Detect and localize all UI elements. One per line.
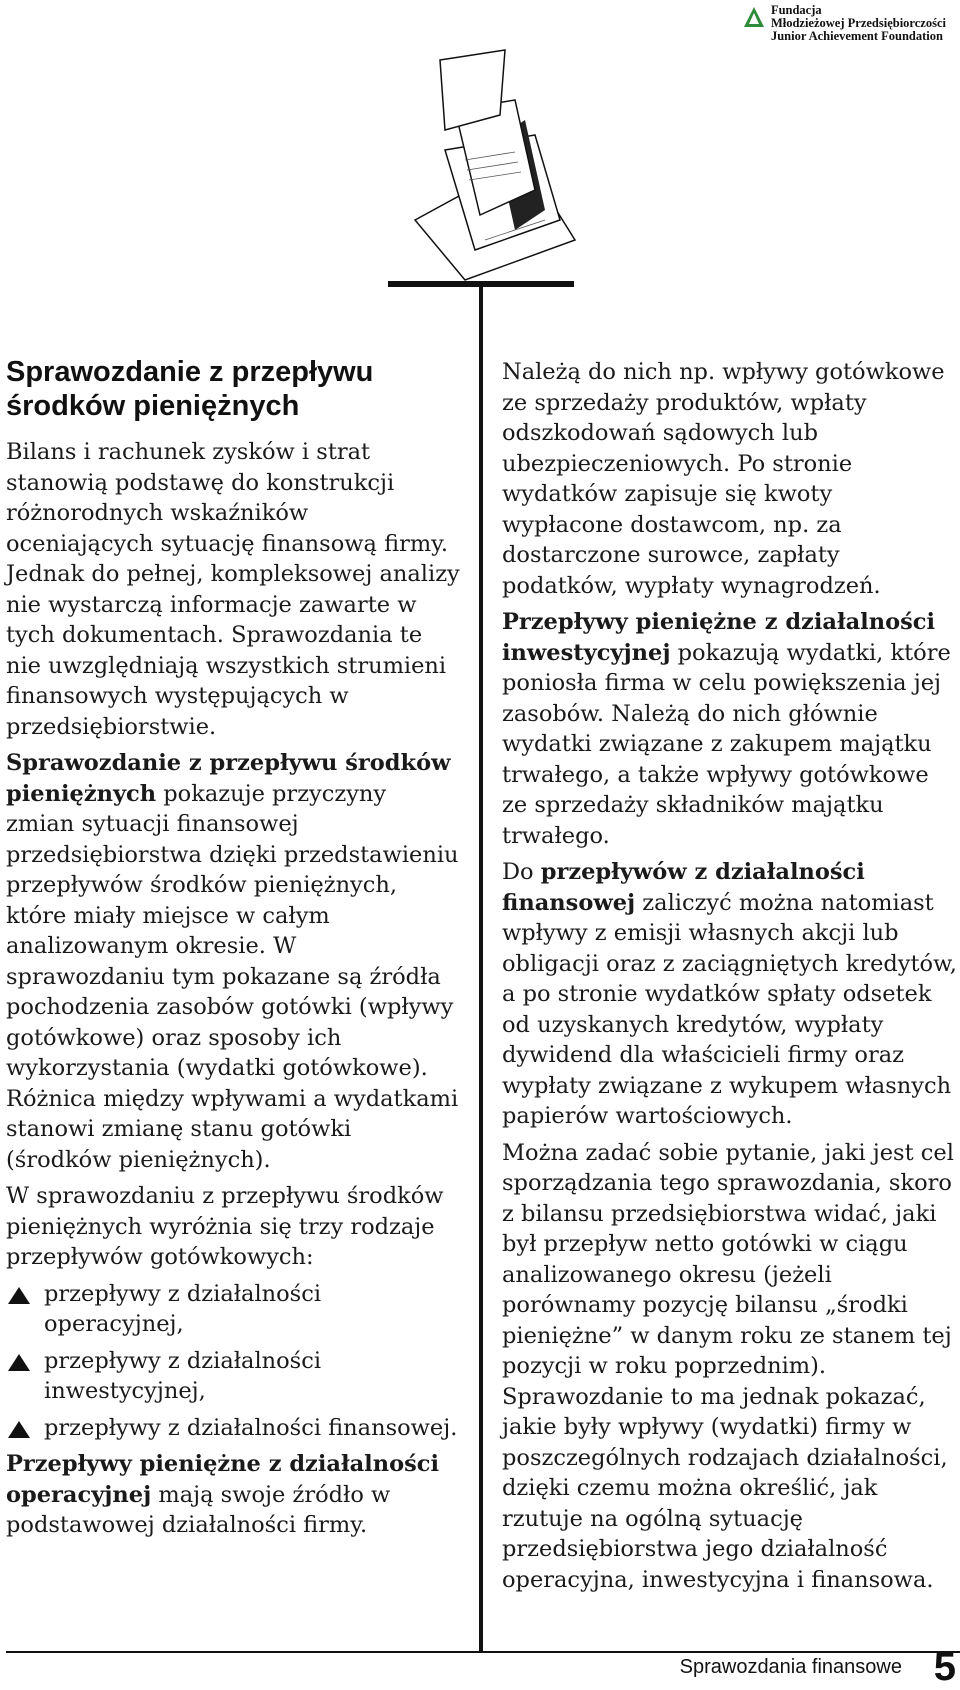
right-paragraph-2-text: pokazują wydatki, które poniosła firma w celu powiększenia jej zasobów. Należą do nich głównie wydatki związane z zakupem majątku trwałego, a także wpływy gotówkowe ze sprzedaży składników majątku trwałego. [502, 639, 951, 849]
left-paragraph-2 [6, 748, 461, 1175]
left-paragraph-4-text: mają swoje źródło w podstawowej działalności firmy. [6, 1481, 391, 1538]
column-divider [479, 282, 483, 1652]
left-paragraph-3: W sprawozdaniu z przepływu środków pieniężnych wyróżnia się trzy rodzaje przepływów gotówkowych: [6, 1183, 444, 1270]
term-cash-flow-statement: Sprawozdanie z przepływu środków pieniężnych [6, 750, 451, 807]
list-item [6, 1346, 461, 1407]
left-paragraph-1: Bilans i rachunek zysków i strat stanowią podstawę do konstrukcji różnorodnych wskaźników oceniających sytuację finansową firmy. Jednak do pełnej, kompleksowej analizy nie wystarczą informacje zawarte w tych dokumentach. Sprawozdania te nie uwzględniają wszystkich strumieni finansowych występujących w przedsiębiorstwie. [6, 439, 460, 740]
triangle-bullet-icon [8, 1421, 30, 1438]
logo-triangle-icon [743, 6, 765, 28]
list-item-text: przepływy z działalności finansowej. [44, 1414, 458, 1441]
list-item [6, 1279, 461, 1340]
left-paragraph-4 [6, 1449, 461, 1541]
right-paragraph-2 [502, 607, 957, 851]
page-number: 5 [933, 1645, 956, 1689]
flying-papers-illustration [385, 40, 585, 290]
list-item-text: przepływy z działalności inwestycyjnej, [44, 1347, 322, 1404]
heading-line-2: środków pieniężnych [6, 390, 300, 422]
logo-line-1: Fundacja [770, 3, 822, 17]
left-paragraph-2-text: pokazuje przyczyny zmian sytuacji finansowej przedsiębiorstwa dzięki przedstawieniu przepływów środków pieniężnych, które miały miejsce w całym analizowanym okresie. W sprawozdaniu tym pokazane są źródła pochodzenia zasobów gotówki (wpływy gotówkowe) oraz sposoby ich wykorzystania (wydatki gotówkowe). Różnica między wpływami a wydatkami stanowi zmianę stanu gotówki (środków pieniężnych). [6, 780, 459, 1173]
right-paragraph-3-text: zaliczyć można natomiast wpływy z emisji własnych akcji lub obligacji oraz z zaciągniętych kredytów, a po stronie wydatków spłaty odsetek od uzyskanych kredytów, wypłaty dywidend dla właścicieli firmy oraz wypłaty związane z wykupem własnych papierów wartościowych. [502, 889, 957, 1129]
logo-line-3: Junior Achievement Foundation [770, 29, 943, 43]
left-column [6, 355, 461, 1547]
heading-line-1: Sprawozdanie z przepływu [6, 356, 374, 388]
triangle-bullet-icon [8, 1354, 30, 1371]
right-paragraph-3 [502, 857, 957, 1132]
logo-text [771, 4, 946, 43]
section-heading [6, 355, 461, 423]
triangle-bullet-icon [8, 1287, 30, 1304]
list-item [6, 1413, 461, 1444]
footer-rule [6, 1651, 960, 1653]
term-financing-flows: przepływów z działalności finansowej [502, 859, 865, 916]
right-column [502, 357, 957, 1601]
right-paragraph-1: Należą do nich np. wpływy gotówkowe ze sprzedaży produktów, wpłaty odszkodowań sądowych lub ubezpieczeniowych. Po stronie wydatków zapisuje się kwoty wypłacone dostawcom, np. za dostarczone surowce, zapłaty podatków, wypłaty wynagrodzeń. [502, 359, 945, 599]
right-paragraph-4: Można zadać sobie pytanie, jaki jest cel sporządzania tego sprawozdania, skoro z bilansu przedsiębiorstwa widać, jaki był przepływ netto gotówki w ciągu analizowanego okresu (jeżeli porównamy pozycję bilansu „środki pieniężne” w danym roku ze stanem tej pozycji w roku poprzednim). Sprawozdanie to ma jednak pokazać, jakie były wpływy (wydatki) firmy w poszczególnych rodzajach działalności, dzięki czemu można określić, jak rzutuje na ogólną sytuację przedsiębiorstwa jego działalność operacyjna, inwestycyjna i finansowa. [502, 1139, 954, 1593]
term-operating-flows: Przepływy pieniężne z działalności operacyjnej [6, 1451, 440, 1508]
foundation-logo [743, 4, 946, 43]
right-paragraph-3-pre: Do [502, 859, 541, 885]
footer-title: Sprawozdania finansowe [679, 1656, 902, 1678]
list-item-text: przepływy z działalności operacyjnej, [44, 1280, 322, 1337]
cash-flow-types-list [6, 1279, 461, 1444]
term-investing-flows: Przepływy pieniężne z działalności inwestycyjnej [502, 609, 936, 666]
logo-line-2: Młodzieżowej Przedsiębiorczości [770, 16, 946, 30]
